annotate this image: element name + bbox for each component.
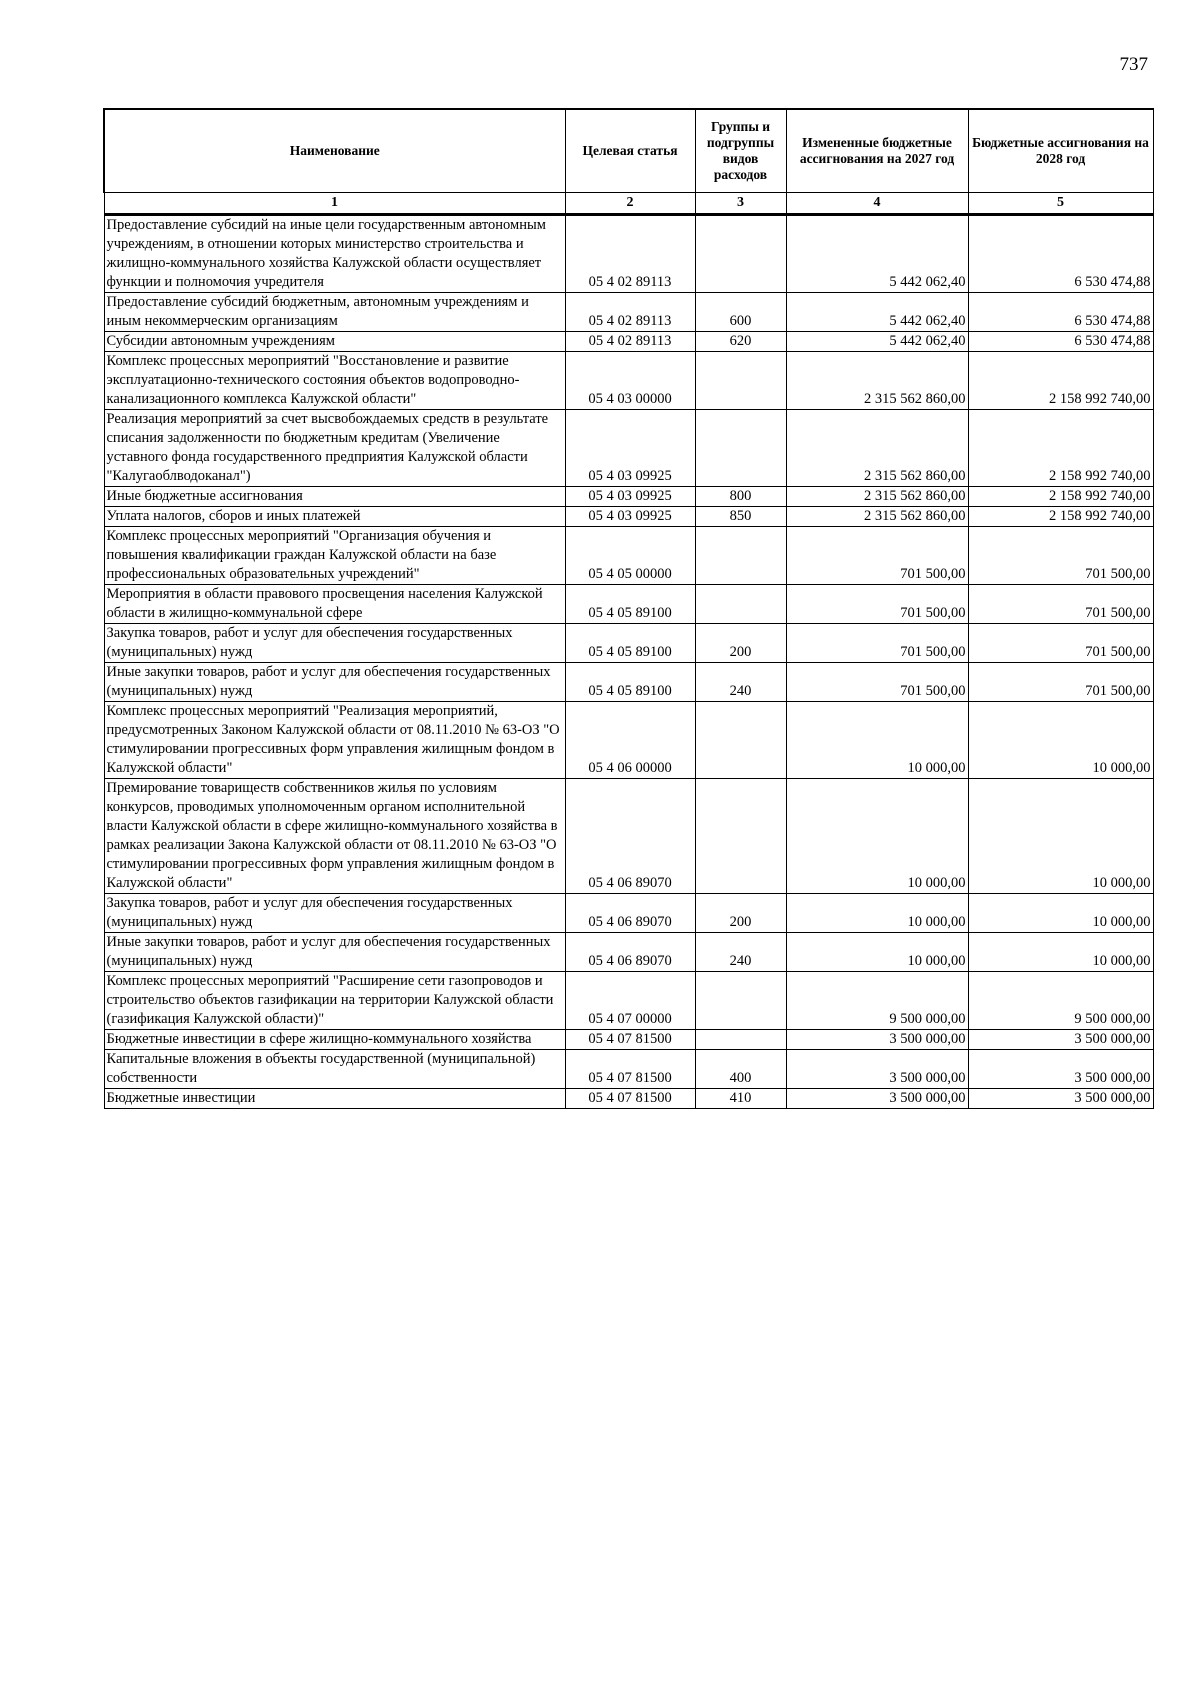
row-2028-cell: 10 000,00: [968, 894, 1153, 933]
row-2027-cell: 3 500 000,00: [786, 1050, 968, 1089]
row-group-cell: 850: [695, 507, 786, 527]
row-code-cell: 05 4 03 09925: [565, 487, 695, 507]
row-group-cell: 410: [695, 1089, 786, 1109]
row-group-cell: [695, 585, 786, 624]
header-expense-groups: Группы и подгруппы видов расходов: [695, 109, 786, 193]
row-code-cell: 05 4 03 00000: [565, 352, 695, 410]
row-2027-cell: 10 000,00: [786, 933, 968, 972]
row-2027-cell: 2 315 562 860,00: [786, 410, 968, 487]
table-row: [104, 487, 1153, 507]
row-2028-cell: 2 158 992 740,00: [968, 352, 1153, 410]
row-2028-cell: 2 158 992 740,00: [968, 487, 1153, 507]
table-row: [104, 702, 1153, 779]
row-name-cell: Комплекс процессных мероприятий "Реализация мероприятий, предусмотренных Законом Калужской области от 08.11.2010 № 63-ОЗ "О стимулировании прогрессивных форм управления жилищным фондом в Калужской области": [104, 702, 565, 779]
table-row: [104, 972, 1153, 1030]
row-2027-cell: 10 000,00: [786, 779, 968, 894]
row-2027-cell: 9 500 000,00: [786, 972, 968, 1030]
row-group-cell: [695, 779, 786, 894]
row-name-cell: Капитальные вложения в объекты государственной (муниципальной) собственности: [104, 1050, 565, 1089]
row-2027-cell: 701 500,00: [786, 527, 968, 585]
row-2027-cell: 2 315 562 860,00: [786, 507, 968, 527]
row-2028-cell: 6 530 474,88: [968, 332, 1153, 352]
row-group-cell: [695, 972, 786, 1030]
header-target-article: Целевая статья: [565, 109, 695, 193]
row-name-cell: Комплекс процессных мероприятий "Организация обучения и повышения квалификации граждан Калужской области на базе профессиональных образовательных учреждений": [104, 527, 565, 585]
row-code-cell: 05 4 05 89100: [565, 585, 695, 624]
table-row: [104, 215, 1153, 293]
table-row: [104, 332, 1153, 352]
row-code-cell: 05 4 06 89070: [565, 894, 695, 933]
header-changed-2027: Измененные бюджетные ассигнования на 2027 год: [786, 109, 968, 193]
row-group-cell: 600: [695, 293, 786, 332]
row-name-cell: Бюджетные инвестиции в сфере жилищно-коммунального хозяйства: [104, 1030, 565, 1050]
row-group-cell: 400: [695, 1050, 786, 1089]
column-number-row: [104, 193, 1153, 215]
row-group-cell: 240: [695, 663, 786, 702]
row-name-cell: Закупка товаров, работ и услуг для обеспечения государственных (муниципальных) нужд: [104, 894, 565, 933]
row-group-cell: 620: [695, 332, 786, 352]
row-2028-cell: 6 530 474,88: [968, 215, 1153, 293]
row-2027-cell: 3 500 000,00: [786, 1030, 968, 1050]
row-2028-cell: 3 500 000,00: [968, 1089, 1153, 1109]
row-2028-cell: 10 000,00: [968, 933, 1153, 972]
row-code-cell: 05 4 07 81500: [565, 1050, 695, 1089]
budget-table: [103, 108, 1154, 1109]
table-row: [104, 410, 1153, 487]
row-2028-cell: 3 500 000,00: [968, 1030, 1153, 1050]
column-number: 1: [104, 193, 565, 215]
table-row: [104, 663, 1153, 702]
row-group-cell: [695, 410, 786, 487]
row-2028-cell: 701 500,00: [968, 585, 1153, 624]
row-2027-cell: 5 442 062,40: [786, 293, 968, 332]
row-2027-cell: 2 315 562 860,00: [786, 487, 968, 507]
row-2027-cell: 701 500,00: [786, 585, 968, 624]
row-group-cell: 200: [695, 624, 786, 663]
row-2027-cell: 5 442 062,40: [786, 215, 968, 293]
row-name-cell: Предоставление субсидий бюджетным, автономным учреждениям и иным некоммерческим организациям: [104, 293, 565, 332]
table-row: [104, 1050, 1153, 1089]
row-group-cell: [695, 527, 786, 585]
row-group-cell: 200: [695, 894, 786, 933]
row-2028-cell: 701 500,00: [968, 527, 1153, 585]
column-number: 2: [565, 193, 695, 215]
row-name-cell: Иные бюджетные ассигнования: [104, 487, 565, 507]
row-group-cell: [695, 215, 786, 293]
column-number: 5: [968, 193, 1153, 215]
row-name-cell: Премирование товариществ собственников жилья по условиям конкурсов, проводимых уполномоченным органом исполнительной власти Калужской области в сфере жилищно-коммунального хозяйства в рамках реализации Закона Калужской области от 08.11.2010 № 63-ОЗ "О стимулировании прогрессивных форм управления жилищным фондом в Калужской области": [104, 779, 565, 894]
table-row: [104, 894, 1153, 933]
row-2027-cell: 10 000,00: [786, 894, 968, 933]
row-2028-cell: 2 158 992 740,00: [968, 410, 1153, 487]
row-name-cell: Субсидии автономным учреждениям: [104, 332, 565, 352]
row-2027-cell: 701 500,00: [786, 663, 968, 702]
table-row: [104, 624, 1153, 663]
row-name-cell: Закупка товаров, работ и услуг для обеспечения государственных (муниципальных) нужд: [104, 624, 565, 663]
row-code-cell: 05 4 02 89113: [565, 293, 695, 332]
row-code-cell: 05 4 06 89070: [565, 933, 695, 972]
table-row: [104, 779, 1153, 894]
row-2027-cell: 3 500 000,00: [786, 1089, 968, 1109]
row-2027-cell: 701 500,00: [786, 624, 968, 663]
row-2028-cell: 2 158 992 740,00: [968, 507, 1153, 527]
row-name-cell: Мероприятия в области правового просвещения населения Калужской области в жилищно-коммунальной сфере: [104, 585, 565, 624]
row-group-cell: [695, 352, 786, 410]
table-row: [104, 527, 1153, 585]
row-code-cell: 05 4 03 09925: [565, 410, 695, 487]
row-code-cell: 05 4 06 89070: [565, 779, 695, 894]
table-row: [104, 1030, 1153, 1050]
row-2028-cell: 10 000,00: [968, 702, 1153, 779]
table-row: [104, 352, 1153, 410]
row-2028-cell: 6 530 474,88: [968, 293, 1153, 332]
row-code-cell: 05 4 03 09925: [565, 507, 695, 527]
row-2028-cell: 9 500 000,00: [968, 972, 1153, 1030]
row-name-cell: Иные закупки товаров, работ и услуг для обеспечения государственных (муниципальных) нужд: [104, 663, 565, 702]
row-2027-cell: 5 442 062,40: [786, 332, 968, 352]
header-row: [104, 109, 1153, 193]
row-code-cell: 05 4 02 89113: [565, 332, 695, 352]
row-code-cell: 05 4 05 89100: [565, 663, 695, 702]
row-group-cell: 800: [695, 487, 786, 507]
column-number: 4: [786, 193, 968, 215]
row-code-cell: 05 4 05 89100: [565, 624, 695, 663]
header-appropriations-2028: Бюджетные ассигнования на 2028 год: [968, 109, 1153, 193]
table-row: [104, 585, 1153, 624]
row-name-cell: Комплекс процессных мероприятий "Восстановление и развитие эксплуатационно-технического состояния объектов водопроводно-канализационного комплекса Калужской области": [104, 352, 565, 410]
header-name: Наименование: [104, 109, 565, 193]
row-code-cell: 05 4 07 81500: [565, 1089, 695, 1109]
row-name-cell: Иные закупки товаров, работ и услуг для обеспечения государственных (муниципальных) нужд: [104, 933, 565, 972]
row-code-cell: 05 4 02 89113: [565, 215, 695, 293]
row-group-cell: 240: [695, 933, 786, 972]
row-2028-cell: 701 500,00: [968, 624, 1153, 663]
row-2027-cell: 10 000,00: [786, 702, 968, 779]
row-name-cell: Бюджетные инвестиции: [104, 1089, 565, 1109]
page-number: 737: [1119, 54, 1148, 75]
column-number: 3: [695, 193, 786, 215]
row-2028-cell: 3 500 000,00: [968, 1050, 1153, 1089]
row-2028-cell: 701 500,00: [968, 663, 1153, 702]
table-row: [104, 933, 1153, 972]
row-code-cell: 05 4 06 00000: [565, 702, 695, 779]
row-2028-cell: 10 000,00: [968, 779, 1153, 894]
row-group-cell: [695, 702, 786, 779]
table-header: [104, 109, 1153, 215]
row-code-cell: 05 4 05 00000: [565, 527, 695, 585]
row-name-cell: Комплекс процессных мероприятий "Расширение сети газопроводов и строительство объектов газификации на территории Калужской области (газификация Калужской области)": [104, 972, 565, 1030]
row-name-cell: Предоставление субсидий на иные цели государственным автономным учреждениям, в отношении которых министерство строительства и жилищно-коммунального хозяйства Калужской области осуществляет функции и полномочия учредителя: [104, 215, 565, 293]
row-name-cell: Реализация мероприятий за счет высвобождаемых средств в результате списания задолженности по бюджетным кредитам (Увеличение уставного фонда государственного предприятия Калужской области "Калугаоблводоканал"): [104, 410, 565, 487]
row-code-cell: 05 4 07 00000: [565, 972, 695, 1030]
table-row: [104, 507, 1153, 527]
table-body: [104, 215, 1153, 1109]
row-code-cell: 05 4 07 81500: [565, 1030, 695, 1050]
table-row: [104, 293, 1153, 332]
table-row: [104, 1089, 1153, 1109]
row-2027-cell: 2 315 562 860,00: [786, 352, 968, 410]
row-group-cell: [695, 1030, 786, 1050]
row-name-cell: Уплата налогов, сборов и иных платежей: [104, 507, 565, 527]
